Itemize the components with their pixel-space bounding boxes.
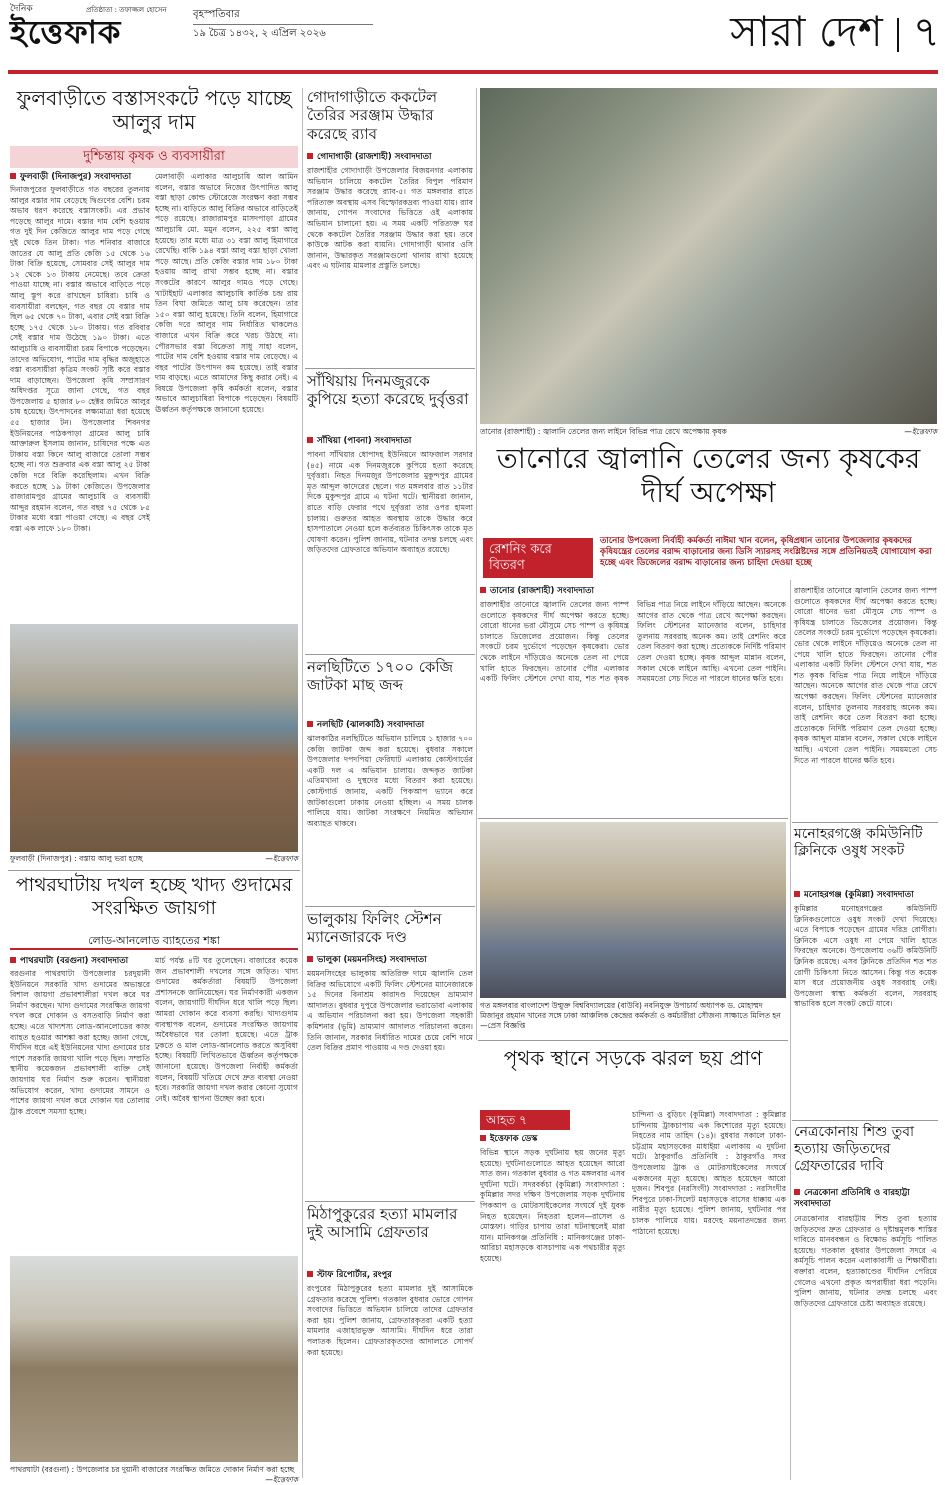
story6-byline-text: ভালুকা (ময়মনসিংহ) সংবাদদাতা bbox=[317, 955, 427, 965]
story5-byline bbox=[307, 720, 473, 732]
story-divider bbox=[8, 870, 300, 871]
byline-marker bbox=[307, 956, 313, 962]
column-rule bbox=[302, 88, 303, 1478]
story-divider bbox=[478, 1040, 788, 1041]
photo-story-credit: —ইত্তেফাক bbox=[904, 427, 937, 436]
story9-headline: পৃথক স্থানে সড়কে ঝরল ছয় প্রাণ bbox=[503, 1046, 763, 1070]
story5-headline: নলছিটিতে ১৭০০ কেজি জাটকা মাছ জব্দ bbox=[307, 658, 454, 695]
day-label: বৃহস্পতিবার bbox=[193, 9, 240, 20]
story1-body-col1: দিনাজপুরের ফুলবাড়ীতে গত বছরের তুলনায় আলুর বস্তার দাম বেড়েছে দ্বিগুণের বেশি। চরম অভাব ধরণ করেছে বস্তাসংকট। এর প্রভাব পড়েছে আলুর দামে। বস্তার দাম বেশি হওয়ায় গত দুই দিন কেজিতে আলুর দাম পড়ে গেছে দুই থেকে তিন টাকা। গত শনিবার বাজারে জাতের যে আলু প্রতি কেজি ১৫ থেকে ১৬ টাকা বিক্রি হয়েছে, সোমবার সেই আলুর দাম ১২ থেকে ১৩ টাকায় নেমেছে। তবে ক্রেতা পাওয়া যাচ্ছে না। বস্তার অভাবে বাড়িতে পড়ে আলু স্তূপ করে রাখছেন চাষিরা। চাষি ও ব্যবসায়ীরা বলছেন, গত বছর যে বস্তার দাম ছিল ৬৫ থেকে ৭০ টাকা, এবার সেই বস্তা বিক্রি হচ্ছে ১৭৫ থেকে ১৮০ টাকায়। গত রবিবার সেই বস্তার দাম উঠেছে ১৯০ টাকা। এতে আলুচাষি ও ব্যবসায়ীরা চরম বিপাকে পড়েছেন। তাদের অভিযোগ, পাটের দাম বৃদ্ধির অজুহাতে বস্তা ব্যবসায়ীরা কৃত্রিম সংকট সৃষ্টি করে বস্তার দাম বাড়াচ্ছেন। উপজেলা কৃষি সম্প্রসারণ অধিদপ্তর সূত্রে জানা গেছে, গত বছর উপজেলায় ৫ হাজার ৮০ হেক্টর জমিতে আলুর চাষ হয়েছে। উৎপাদনের লক্ষ্যমাত্রা ধরা হয়েছে ৫৫ হাজার টন। উপজেলার শিবনগর ইউনিয়নের পাঠকপাড়া গ্রামের আলু চাষি আক্তারুল ইসলাম জানান, চাষিদের পক্ষে এত টাকায় বস্তা কিনে আলু বাজারে তোলা সম্ভব হচ্ছে না। গত শুক্রবার এক বস্তা আলু ২৫ টাকা কেজি দরে বিক্রি করেছিলাম। এখন বিক্রি করতে হচ্ছে ১৯ টাকা কেজিতে। উপজেলার রাজারামপুর গ্রামের আলুচাষি ও ব্যবসায়ী আব্দুর রহমান বলেন, গত বছর ৭৫ থেকে ৮৫ টাকার মধ্যে বস্তা পাওয়া গেছে। এ বছর সেই বস্তা এক লাফে ১৮০ টাকা। bbox=[10, 185, 150, 533]
story-divider bbox=[305, 368, 475, 369]
photo-story-headline: তানোরে জ্বালানি তেলের জন্য কৃষকের দীর্ঘ অপেক্ষা bbox=[496, 442, 921, 510]
photo-story-redbox: রেশনিং করে বিতরণ bbox=[483, 538, 593, 578]
photo-story-byline-text: তানোর (রাজশাহী) সংবাদদাতা bbox=[490, 586, 595, 596]
story1-caption bbox=[10, 854, 298, 866]
photo-story-body: রাজশাহীর তানোরে জ্বালানি তেলের জন্য পাম্প গুলোতে কৃষকদের দীর্ঘ অপেক্ষা করতে হচ্ছে। বোরো ধানের ভরা মৌসুমে সেচ পাম্প ও কৃষিযন্ত্র চালাতে ডিজেলের প্রয়োজন। কিন্তু তেলের সংকটে চরম দুর্ভোগে পড়েছেন কৃষকেরা। ভোর থেকে লাইনে দাঁড়িয়েও অনেকে তেল না পেয়ে খালি হাতে ফিরছেন। তানোর পৌর এলাকার একটি ফিলিং স্টেশনে দেখা যায়, শত শত কৃষক বিভিন্ন পাত্র নিয়ে লাইনে দাঁড়িয়ে আছেন। অনেকে আগের রাত থেকে পাত্র রেখে অপেক্ষা করছেন। ফিলিং স্টেশনের ম্যানেজার বলেন, চাহিদার তুলনায় সরবরাহ অনেক কম। তাই রেশনিং করে তেল বিতরণ করা হচ্ছে। প্রত্যেককে নির্দিষ্ট পরিমাণ তেল দেওয়া হচ্ছে। কৃষক আব্দুল মান্নান বলেন, সকাল থেকে লাইনে আছি। এখনো তেল পাইনি। সময়মতো সেচ দিতে না পারলে ধানের ক্ষতি হবে। bbox=[480, 600, 786, 684]
story4-body: পাবনা সাঁথিয়ার ধোপাদহ ইউনিয়নে আফজাল সরদার (৪৫) নামে এক দিনমজুরকে কুপিয়ে হত্যা করেছে দুর্বৃত্তরা। নিহত দিনমজুর উপজেলার মুকুন্দপুর গ্রামের মৃত আব্দুল কাদেরের ছেলে। গত মঙ্গলবার রাত ১১টার দিকে মুকুন্দপুর গ্রামে এ ঘটনা ঘটে। স্থানীয়রা জানান, রাতে বাড়ি ফেরার পথে দুর্বৃত্তরা তার ওপর হামলা চালায়। গুরুতর আহত অবস্থায় তাকে উদ্ধার করে হাসপাতালে নেওয়া হলে কর্তব্যরত চিকিৎসক তাকে মৃত ঘোষণা করেন। পুলিশ জানায়, ঘটনার তদন্ত চলছে এবং জড়িতদের গ্রেফতারে অভিযান অব্যাহত রয়েছে। bbox=[307, 450, 473, 555]
story1-photo-credit: —ইত্তেফাক bbox=[265, 854, 298, 863]
story9-byline bbox=[480, 1134, 625, 1146]
story4-headline: সাঁথিয়ায় দিনমজুরকে কুপিয়ে হত্যা করেছে দুর্বৃত্তরা bbox=[307, 372, 469, 409]
column-rule bbox=[790, 580, 791, 1480]
story-divider bbox=[305, 1201, 475, 1202]
story1-subhead: দুশ্চিন্তায় কৃষক ও ব্যবসায়ীরা bbox=[10, 146, 298, 168]
story1-byline-text: ফুলবাড়ী (দিনাজপুর) সংবাদদাতা bbox=[20, 172, 132, 182]
story5-body: ঝালকাঠির নলছিটিতে অভিযান চালিয়ে ১ হাজার ৭০০ কেজি জাটকা জব্দ করা হয়েছে। বুধবার সকালে উপজেলার দপদপিয়া ফেরিঘাট এলাকায় কোস্টগার্ডের একটি দল এ অভিযান চালায়। জব্দকৃত জাটকা এতিমখানা ও দুস্থদের মধ্যে বিতরণ করা হয়েছে। কোস্টগার্ড জানায়, একটি পিকআপ ভ্যানে করে জাটকাগুলো ঢাকায় নেওয়া হচ্ছিল। এ সময় চালক পালিয়ে যায়। জাটকা সংরক্ষণে নিয়মিত অভিযান অব্যাহত থাকবে। bbox=[307, 734, 473, 828]
byline-marker bbox=[307, 1271, 313, 1277]
byline-marker bbox=[307, 721, 313, 727]
story9-redlabel: আহত ৭ bbox=[480, 1110, 570, 1130]
byline-marker bbox=[10, 957, 16, 963]
story1-photo bbox=[10, 624, 298, 852]
story7-headline: মিঠাপুকুরের হত্যা মামলার দুই আসামি গ্রেফতার bbox=[307, 1205, 458, 1242]
logo-wordmark: ইত্তেফাক bbox=[10, 13, 122, 51]
story-divider bbox=[478, 818, 788, 819]
story-divider bbox=[792, 1120, 938, 1121]
story10-headline: মনোহরগঞ্জে কমিউনিটি ক্লিনিকে ওষুধ সংকট bbox=[794, 826, 923, 860]
story3-headline: গোদাগাড়ীতে ককটেল তৈরির সরঞ্জাম উদ্ধার করেছে র‍্যাব bbox=[307, 88, 438, 143]
story11-byline bbox=[794, 1188, 937, 1212]
masthead-rule bbox=[8, 70, 938, 74]
story2-body-col1: বরগুনার পাথরঘাটা উপজেলার চরদুয়ানী ইউনিয়নে সরকারি খাদ্য গুদামের অভ্যন্তরে বিশাল জায়গা প্রভাবশালীরা দখল করে ঘর নির্মাণ করছেন। খাদ্য গুদামের সংরক্ষিত জায়গা দখল করে দোকান ও বসতবাড়ি নির্মাণ করা হচ্ছে। এতে খাদ্যশস্য লোড-আনলোডের কাজ ব্যাহত হওয়ার আশঙ্কা করা হচ্ছে। জানা গেছে, দীর্ঘদিন ধরে এই ইউনিয়নের খাদ্য গুদামের চার পাশে সরকারি জায়গা খালি পড়ে ছিল। সম্প্রতি স্থানীয় কয়েকজন প্রভাবশালী ব্যক্তি সেই জায়গায় ঘর নির্মাণ শুরু করেন। স্থানীয়রা অভিযোগ করেন, খাদ্য গুদামের সামনে ও পাশের জায়গা দখল করে দোকান ঘর তোলায় ট্রাক প্রবেশে সমস্যা হচ্ছে। bbox=[10, 969, 150, 1116]
story-divider bbox=[305, 654, 475, 655]
section-header bbox=[660, 4, 940, 64]
byline-marker bbox=[10, 173, 16, 179]
story2-headline: পাথরঘাটায় দখল হচ্ছে খাদ্য গুদামের সংরক্ষিত জায়গা bbox=[15, 874, 293, 920]
story2-caption-text: পাথরঘাটা (বরগুনা) : উপজেলার চর দুয়ানী বাজারের সংরক্ষিত জমিতে দোকান নির্মাণ করা হচ্ছে bbox=[10, 1465, 295, 1474]
column-rule bbox=[476, 88, 477, 1040]
photo-story-caption-text: তানোর (রাজশাহী) : জ্বালানি তেলের জন্য লাইনে বিভিন্ন পাত্র রেখে অপেক্ষায় কৃষক bbox=[480, 427, 727, 436]
story6-byline bbox=[307, 955, 473, 967]
page-number: ৭ bbox=[912, 7, 940, 56]
story2-caption bbox=[10, 1465, 298, 1484]
photo-story-byline bbox=[480, 586, 630, 598]
story3-byline-text: গোদাগাড়ী (রাজশাহী) সংবাদদাতা bbox=[317, 152, 432, 162]
section-divider bbox=[897, 18, 899, 52]
story10-byline-text: মনোহরগঞ্জ (কুমিল্লা) সংবাদদাতা bbox=[804, 890, 914, 900]
story11-byline-text: নেত্রকোনা প্রতিনিধি ও বারহাট্টা সংবাদদাতা bbox=[794, 1188, 910, 1209]
logo-tagline: প্রতিষ্ঠাতা : তফাজ্জল হোসেন bbox=[86, 6, 167, 14]
photo-story-deck: তানোর উপজেলা নির্বাহী কর্মকর্তা নাঈমা খান বলেন, কৃষিপ্রধান তানোর উপজেলার কৃষকদের কৃষিযন্ত্রের তেলের বরাদ্দ বাড়ানোর জন্য ডিসি স্যারসহ সংশ্লিষ্টদের সঙ্গে প্রতিনিয়তই যোগাযোগ করা হচ্ছে এবং ডিজেলের বরাদ্দ বাড়ানোর জন্য চাহিদা দেওয়া হচ্ছে bbox=[600, 536, 932, 568]
photo-story-caption bbox=[480, 427, 937, 439]
byline-marker bbox=[794, 891, 800, 897]
story7-byline-text: স্টাফ রিপোর্টার, রংপুর bbox=[317, 1270, 392, 1280]
story11-headline: নেত্রকোনায় শিশু তুবা হত্যায় জড়িতদের গ্রেফতারের দাবি bbox=[794, 1124, 915, 1175]
story2-byline-text: পাথরঘাটা (বরগুনা) সংবাদদাতা bbox=[20, 956, 129, 966]
story2-subhead: লোড-আনলোড ব্যাহতের শঙ্কা bbox=[10, 932, 298, 950]
byline-marker bbox=[307, 437, 313, 443]
story11-body: নেত্রকোনার বারহাট্টায় শিশু তুবা হত্যায় জড়িতদের দ্রুত গ্রেফতার ও দৃষ্টান্তমূলক শাস্তির দাবিতে মানববন্ধন ও বিক্ষোভ কর্মসূচি পালিত হয়েছে। গতকাল বুধবার উপজেলা সদরে এ কর্মসূচি পালন করেন এলাকাবাসী ও শিক্ষার্থীরা। বক্তারা বলেন, হত্যাকাণ্ডের দীর্ঘদিন পেরিয়ে গেলেও এখনো প্রকৃত অপরাধীরা ধরা পড়েনি। পুলিশ জানায়, ঘটনার তদন্ত চলছে এবং জড়িতদের গ্রেফতারে চেষ্টা অব্যাহত রয়েছে। bbox=[794, 1214, 937, 1308]
story3-body: রাজশাহীর গোদাগাড়ী উপজেলার বিজয়নগর এলাকায় অভিযান চালিয়ে ককটেল তৈরির বিপুল পরিমাণ সরঞ্জাম উদ্ধার করেছে র‍্যাব-৫। গত মঙ্গলবার রাতে পরিত্যক্ত অবস্থায় এসব বিস্ফোরকদ্রব্য পাওয়া যায়। র‍্যাব জানায়, গোপন সংবাদের ভিত্তিতে ওই এলাকায় অভিযান চালানো হয়। এ সময় একটি পরিত্যক্ত ঘর থেকে ককটেল তৈরির সরঞ্জাম উদ্ধার করা হয়। তবে কাউকে আটক করা যায়নি। গোদাগাড়ী থানার ওসি জানান, উদ্ধারকৃত সরঞ্জামগুলো থানায় রাখা হয়েছে এবং এ ঘটনায় মামলার প্রস্তুতি চলছে। bbox=[307, 166, 473, 271]
story5-byline-text: নলছিটি (ঝালকাঠি) সংবাদদাতা bbox=[317, 720, 425, 730]
story-divider bbox=[305, 906, 475, 907]
byline-marker bbox=[307, 153, 313, 159]
story10-lead-text: রাজশাহীর তানোরে জ্বালানি তেলের জন্য পাম্প গুলোতে কৃষকদের দীর্ঘ অপেক্ষা করতে হচ্ছে। বোরো ধানের ভরা মৌসুমে সেচ পাম্প ও কৃষিযন্ত্র চালাতে ডিজেলের প্রয়োজন। কিন্তু তেলের সংকটে চরম দুর্ভোগে পড়েছেন কৃষকেরা। ভোর থেকে লাইনে দাঁড়িয়েও অনেকে তেল না পেয়ে খালি হাতে ফিরছেন। তানোর পৌর এলাকার একটি ফিলিং স্টেশনে দেখা যায়, শত শত কৃষক বিভিন্ন পাত্র নিয়ে লাইনে দাঁড়িয়ে আছেন। অনেকে আগের রাত থেকে পাত্র রেখে অপেক্ষা করছেন। ফিলিং স্টেশনের ম্যানেজার বলেন, চাহিদার তুলনায় সরবরাহ অনেক কম। তাই রেশনিং করে তেল বিতরণ করা হচ্ছে। প্রত্যেককে নির্দিষ্ট পরিমাণ তেল দেওয়া হচ্ছে। কৃষক আব্দুল মান্নান বলেন, সকাল থেকে লাইনে আছি। এখনো তেল পাইনি। সময়মতো সেচ দিতে না পারলে ধানের ক্ষতি হবে। bbox=[794, 586, 937, 765]
story2-byline bbox=[10, 956, 150, 968]
story2-body-col2: মার্চ পর্যন্ত ৪টি ঘর তুলেছেন। বাজারের কয়েক জন প্রভাবশালী দখলের সঙ্গে জড়িত। খাদ্য গুদামের কর্মকর্তারা বিষয়টি উপজেলা প্রশাসনকে জানিয়েছেন। ঘর নির্মাণকারী একজন বলেন, জায়গাটি দীর্ঘদিন ধরে খালি পড়ে ছিল। আমরা দোকান করে ব্যবসা করছি। খাদ্যগুদাম ব্যবস্থাপক বলেন, গুদামের সংরক্ষিত জায়গায় অবৈধভাবে ঘর তোলা হয়েছে। এতে ট্রাক ঢুকতে ও মাল লোড-আনলোড করতে অসুবিধা হচ্ছে। বিষয়টি লিখিতভাবে ঊর্ধ্বতন কর্তৃপক্ষকে জানানো হয়েছে। উপজেলা নির্বাহী কর্মকর্তা বলেন, বিষয়টি খতিয়ে দেখে দ্রুত ব্যবস্থা নেওয়া হবে। সরকারি জায়গা দখল করার কোনো সুযোগ নেই। অবৈধ স্থাপনা উচ্ছেদ করা হবে। bbox=[155, 956, 298, 1103]
story1-headline: ফুলবাড়ীতে বস্তাসংকটে পড়ে যাচ্ছে আলুর দাম bbox=[16, 86, 292, 135]
byline-marker bbox=[480, 1135, 486, 1141]
fuel-queue-photo bbox=[480, 88, 937, 424]
story7-body: রংপুরের মিঠাপুকুরের হত্যা মামলার দুই আসামিকে গ্রেফতার করেছে পুলিশ। গতকাল বুধবার ভোরে গোপন সংবাদের ভিত্তিতে অভিযান চালিয়ে তাদের গ্রেফতার করা হয়। পুলিশ জানায়, গ্রেফতারকৃতরা একটি হত্যা মামলার এজাহারভুক্ত আসামি। দীর্ঘদিন ধরে তারা পলাতক ছিলেন। গ্রেফতারকৃতদের আদালতে সোপর্দ করা হয়েছে। bbox=[307, 1284, 473, 1357]
story7-byline bbox=[307, 1270, 473, 1282]
story10-byline bbox=[794, 890, 937, 902]
date-label: ১৯ চৈত্র ১৪৩২, ২ এপ্রিল ২০২৬ bbox=[193, 24, 373, 43]
story10-body: কুমিল্লার মনোহরগঞ্জের কমিউনিটি ক্লিনিকগুলোতে ওষুধ সংকট দেখা দিয়েছে। এতে বিপাকে পড়েছেন গ্রামের দরিদ্র রোগীরা। ক্লিনিকে এসে ওষুধ না পেয়ে খালি হাতে ফিরছেন অনেকে। উপজেলায় ৩৬টি কমিউনিটি ক্লিনিক রয়েছে। এসব ক্লিনিকে প্রতিদিন শত শত রোগী চিকিৎসা নিতে আসেন। কিন্তু গত কয়েক মাস ধরে প্রয়োজনীয় ওষুধ সরবরাহ নেই। উপজেলা স্বাস্থ্য কর্মকর্তা বলেন, সরবরাহ স্বাভাবিক হলে সংকট কেটে যাবে। bbox=[794, 904, 937, 1009]
story9-byline-text: ইত্তেফাক ডেস্ক bbox=[490, 1134, 538, 1144]
story9-body-col2: চান্দিনা ও বুড়িচং (কুমিল্লা) সংবাদদাতা : কুমিল্লার চান্দিনায় ট্রাকচাপায় এক কিশোরের মৃত্যু হয়েছে। নিহতের নাম তাহিদ (১৪)। বুধবার সকালে ঢাকা-চট্টগ্রাম মহাসড়কের মাধাইয়া এলাকায় এ দুর্ঘটনা ঘটে। ঠাকুরগাঁও প্রতিনিধি : ঠাকুরগাঁও সদর উপজেলায় ট্রাক ও মোটরসাইকেলের সংঘর্ষে একজনের মৃত্যু হয়েছে। আহত হয়েছেন আরো দুজন। শিবপুর (নরসিংদী) সংবাদদাতা : নরসিংদীর শিবপুরে ঢাকা-সিলেট মহাসড়কে বাসের ধাক্কায় এক নারীর মৃত্যু হয়েছে। পুলিশ জানায়, দুর্ঘটনার পর চালক পালিয়ে যায়। মরদেহ ময়নাতদন্তের জন্য পাঠানো হয়েছে। bbox=[632, 1110, 786, 1236]
story8-caption: গত মঙ্গলবার বাংলাদেশ উন্মুক্ত বিশ্ববিদ্যালয়ের (বাউবি) নবনিযুক্ত উপাচার্য অধ্যাপক ড. মোহাম্মদ মিজানুর রহমান খানের সঙ্গে ঢাকা আঞ্চলিক কেন্দ্রের কর্মকর্তা ও কর্মচারীরা সৌজন্য সাক্ষাতে মিলিত হন —প্রেস বিজ্ঞপ্তি bbox=[480, 1001, 781, 1030]
story4-byline bbox=[307, 436, 473, 448]
logo-daily-label: দৈনিক bbox=[10, 4, 33, 14]
story8-photo bbox=[480, 822, 786, 998]
story9-body-col1: বিভিন্ন স্থানে সড়ক দুর্ঘটনায় ছয় জনের মৃত্যু হয়েছে। দুর্ঘটনাগুলোতে আহত হয়েছেন আরো সাত জন। গতকাল বুধবার ও গত মঙ্গলবার এসব দুর্ঘটনা ঘটে। সদরবর্কচা (কুমিল্লা) সংবাদদাতা : কুমিল্লার সদর দক্ষিণ উপজেলায় সড়ক দুর্ঘটনায় পিকআপ ও মোটরসাইকেলের সংঘর্ষে দুই যুবক নিহত হয়েছেন। নিহতরা হলেন—রাসেল ও মোস্তফা। গাড়ির চাপায় তারা ঘটনাস্থলেই মারা যান। মানিকগঞ্জ প্রতিনিধি : মানিকগঞ্জের ঢাকা-আরিচা মহাসড়কে বাসচাপায় এক পথচারীর মৃত্যু হয়েছে। bbox=[480, 1148, 625, 1263]
story6-headline: ভালুকায় ফিলিং স্টেশন ম্যানেজারকে দণ্ড bbox=[307, 910, 442, 947]
story2-photo bbox=[10, 1256, 298, 1462]
story2-photo-credit: —ইত্তেফাক bbox=[265, 1475, 298, 1484]
story6-body: ময়মনসিংহের ভালুকায় অতিরিক্ত দামে জ্বালানি তেল বিক্রির অভিযোগে একটি ফিলিং স্টেশনের ম্যানেজারকে ১৫ দিনের বিনাশ্রম কারাদণ্ড দিয়েছেন ভ্রাম্যমাণ আদালত। বুধবার দুপুরে উপজেলার ভরাডোবা এলাকায় এ অভিযান পরিচালনা করা হয়। উপজেলা সহকারী কমিশনার (ভূমি) ভ্রাম্যমাণ আদালত পরিচালনা করেন। তিনি জানান, সরকার নির্ধারিত দামের চেয়ে বেশি দামে তেল বিক্রির প্রমাণ পাওয়ায় এ দণ্ড দেওয়া হয়। bbox=[307, 969, 473, 1053]
story1-caption-text: ফুলবাড়ী (দিনাজপুর) : বস্তায় আলু ভরা হচ্ছে bbox=[10, 854, 143, 863]
story1-body-col2: মেলাবাড়ী এলাকার আলুচাষি আল আমিন বলেন, বস্তার অভাবে নিজের উৎপাদিত আলু বস্তা ছাড়া কোল্ড স্টোরেজে সংরক্ষণ করা সম্ভব হচ্ছে না। বাড়িতে আলু বিক্রির অভাবে বাড়িতেই পড়ে রয়েছে। রাজারামপুর মাসদপাড়া গ্রামের আলুচাষি মো. মমুন বলেন, ২২৫ বস্তা আলু হয়েছে। তার মধ্যে মাত্র ৩১ বস্তা আলু হিমাগারে রেখেছি। বাকি ১৯৪ বস্তা আলু বস্তা ছাড়া খোলা পড়ে আছে। প্রতি কেজি বস্তার দাম ১৮০ টাকা হওয়ায় আলু রাখা সম্ভব হচ্ছে না। বস্তার সংকটের কারণে আলুর দামও পড়ে গেছে। খাটাইহাট এলাকার আলুচাষি কার্তিক চন্দ্র রায় তিন বিঘা জমিতে আলু চাষ করেছেন। তার ১৫০ বস্তা আলু হয়েছে। তিনি বলেন, হিমাগারে কেজি দরে আলুর দাম নির্ধারিত থাকলেও বাজারে এখন বিক্রি করে খরচ উঠছে না। পৌরসভার বস্তা বিক্রেতা সাধু সাহা বলেন, পাটের দাম বেশি হওয়ায় বস্তার দাম বেড়েছে। এ বছর পাটের উৎপাদন কম হয়েছে। তাই বস্তার দাম বাড়ছে। এতে আমাদের কিছু করার নেই। এ বিষয়ে উপজেলা কৃষি কর্মকর্তা বলেন, বস্তার অভাবে আলুচাষিরা বিপাকে পড়েছেন। বিষয়টি ঊর্ধ্বতন কর্তৃপক্ষকে জানানো হয়েছে। bbox=[155, 172, 298, 415]
story1-byline bbox=[10, 172, 150, 184]
story4-byline-text: সাঁথিয়া (পাবনা) সংবাদদাতা bbox=[317, 436, 412, 446]
date-block bbox=[193, 6, 373, 43]
story3-byline bbox=[307, 152, 473, 164]
section-title: সারা দেশ bbox=[730, 7, 883, 56]
story-divider bbox=[792, 822, 938, 823]
byline-marker bbox=[480, 587, 486, 593]
byline-marker bbox=[794, 1189, 800, 1195]
